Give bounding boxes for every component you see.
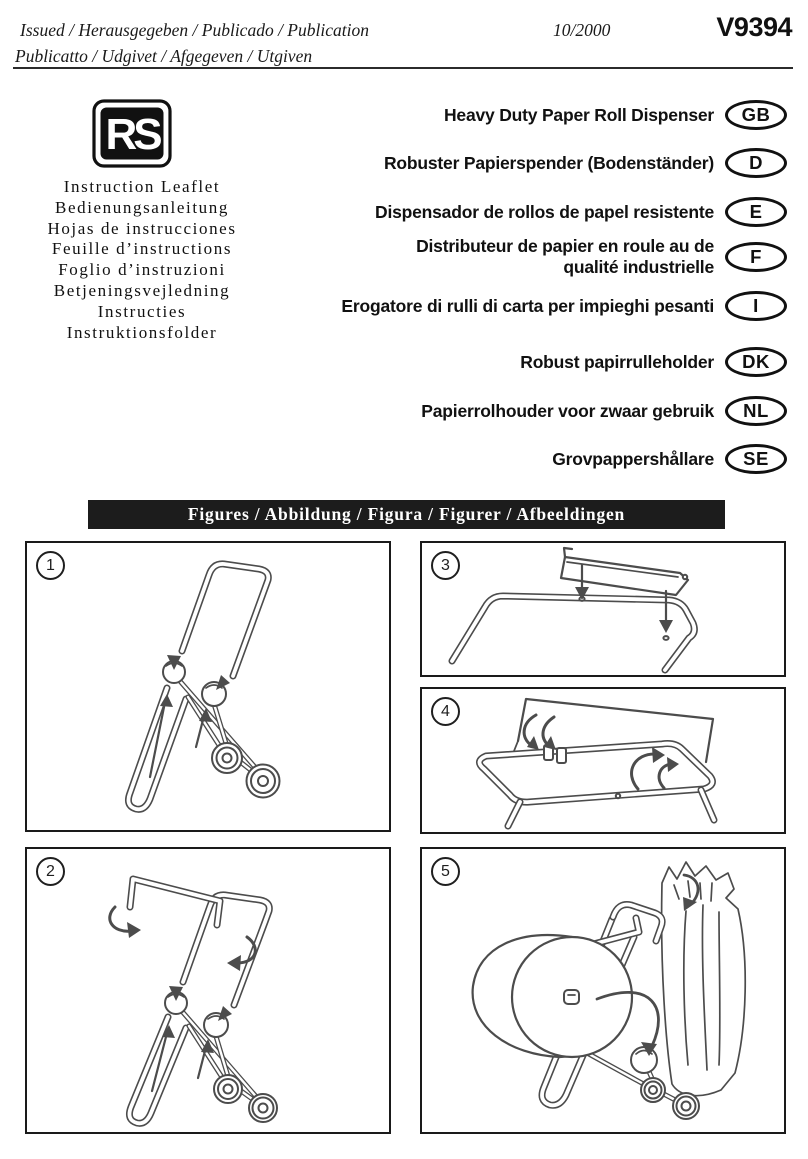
lang-badge-e: E	[725, 197, 787, 227]
figure-4-number-badge: 4	[431, 697, 460, 726]
leaflet-title: Instructies	[97, 301, 187, 321]
lang-badge-se: SE	[725, 444, 787, 474]
leaflet-title: Hojas de instrucciones	[47, 218, 237, 238]
product-title	[416, 236, 714, 278]
issue-date: 10/2000	[553, 20, 611, 40]
figure-2-number-badge: 2	[36, 857, 65, 886]
product-title-line2: qualité industrielle	[563, 257, 714, 277]
product-title-line1: Distributeur de papier en roule au de	[416, 236, 714, 256]
leaflet-title-list	[8, 177, 276, 343]
product-title: Dispensador de rollos de papel resistente	[375, 201, 714, 222]
product-title: Papierrolhouder voor zwaar gebruik	[421, 400, 714, 421]
lang-badge-d: D	[725, 148, 787, 178]
lang-badge-gb: GB	[725, 100, 787, 130]
part-number: V9394	[716, 12, 792, 42]
product-title: Robuster Papierspender (Bodenständer)	[383, 152, 714, 173]
figure-2-illustration	[27, 849, 389, 1132]
title-row-se	[552, 444, 787, 474]
issued-line-1: Issued / Herausgegeben / Publicado / Publication	[20, 20, 369, 40]
leaflet-title: Foglio d’instruzioni	[58, 260, 226, 280]
title-row-i	[341, 291, 787, 321]
figure-box-2	[25, 847, 391, 1134]
rs-logo	[92, 99, 172, 168]
title-row-gb	[444, 100, 787, 130]
figure-5-number-badge: 5	[431, 857, 460, 886]
lang-badge-f: F	[725, 242, 787, 272]
product-title: Heavy Duty Paper Roll Dispenser	[443, 104, 714, 125]
leaflet-title: Instruction Leaflet	[63, 177, 221, 196]
figure-box-5	[420, 847, 786, 1134]
figure-3-number-badge: 3	[431, 551, 460, 580]
header-divider	[13, 67, 793, 69]
figure-1-number-badge: 1	[36, 551, 65, 580]
svg-text:RS: RS	[105, 110, 159, 159]
leaflet-title: Instruktionsfolder	[66, 322, 218, 342]
figure-box-3	[420, 541, 786, 677]
figure-3-illustration	[422, 543, 784, 675]
leaflet-title: Feuille d’instructions	[51, 239, 233, 259]
issued-line-2: Publicatto / Udgivet / Afgegeven / Utgiven	[15, 46, 313, 66]
figure-box-1	[25, 541, 391, 832]
lang-badge-nl: NL	[725, 396, 787, 426]
title-row-e	[375, 197, 787, 227]
title-row-f	[416, 235, 787, 279]
lang-badge-dk: DK	[725, 347, 787, 377]
product-title: Erogatore di rulli di carta per impieghi pesanti	[341, 295, 714, 316]
figure-1-illustration	[27, 543, 389, 830]
leaflet-title: Betjeningsvejledning	[53, 280, 231, 300]
title-row-dk	[520, 347, 787, 377]
leaflet-title: Bedienungsanleitung	[55, 197, 229, 217]
figure-5-illustration	[422, 849, 784, 1132]
lang-badge-i: I	[725, 291, 787, 321]
product-title: Robust papirrulleholder	[520, 351, 714, 372]
title-row-nl	[421, 396, 787, 426]
title-row-d	[384, 148, 787, 178]
figures-banner: Figures / Abbildung / Figura / Figurer / Afbeeldingen	[88, 500, 725, 529]
product-title: Grovpappershållare	[552, 448, 714, 469]
figure-4-illustration	[422, 689, 784, 832]
figure-box-4	[420, 687, 786, 834]
